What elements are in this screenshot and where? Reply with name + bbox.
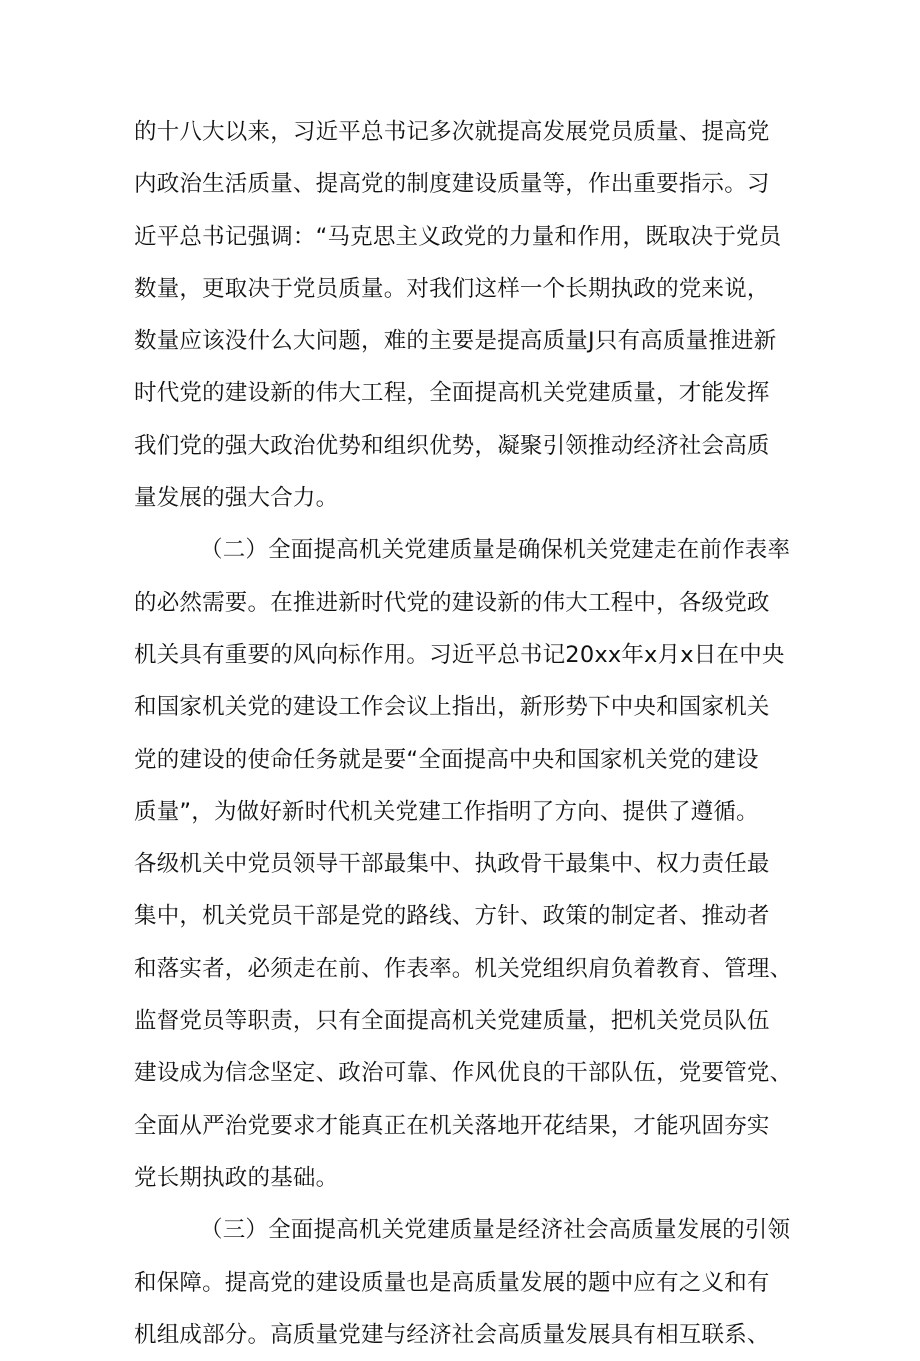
text-line: 近平总书记强调：“马克思主义政党的力量和作用，既取决于党员	[134, 223, 782, 250]
text-line: 各级机关中党员领导干部最集中、执政骨干最集中、权力责任最	[134, 851, 770, 878]
body-text	[134, 106, 794, 1361]
text-line: 时代党的建设新的伟大工程，全面提高机关党建质量，才能发挥	[134, 380, 770, 407]
text-line: 数量，更取决于党员质量。对我们这样一个长期执政的党来说，	[134, 275, 770, 302]
paragraph	[134, 524, 794, 1204]
text-line: 量发展的强大合力。	[134, 485, 339, 512]
text-line: 全面从严治党要求才能真正在机关落地开花结果，才能巩固夯实	[134, 1112, 770, 1139]
text-line: 和落实者，必须走在前、作表率。机关党组织肩负着教育、管理、	[134, 955, 793, 982]
text-line: 机关具有重要的风向标作用。习近平总书记20xx年x月x日在中央	[134, 641, 785, 668]
text-line: 和国家机关党的建设工作会议上指出，新形势下中央和国家机关	[134, 694, 770, 721]
text-line: 建设成为信念坚定、政治可靠、作风优良的干部队伍，党要管党、	[134, 1060, 793, 1087]
text-line: 集中，机关党员干部是党的路线、方针、政策的制定者、推动者	[134, 903, 770, 930]
text-line: 党的建设的使命任务就是要“全面提高中央和国家机关党的建设	[134, 746, 759, 773]
text-line: 内政治生活质量、提高党的制度建设质量等，作出重要指示。习	[134, 171, 770, 198]
text-line: 的十八大以来，习近平总书记多次就提高发展党员质量、提高党	[134, 119, 770, 145]
text-line: （二）全面提高机关党建质量是确保机关党建走在前作表率	[200, 537, 791, 564]
text-line: 数量应该没什么大问题，难的主要是提高质量J只有高质量推进新	[134, 328, 777, 355]
text-line: 党长期执政的基础。	[134, 1164, 339, 1191]
paragraph	[134, 1204, 794, 1361]
text-line: 监督党员等职责，只有全面提高机关党建质量，把机关党员队伍	[134, 1008, 770, 1035]
text-line: 质量”，为做好新时代机关党建工作指明了方向、提供了遵循。	[134, 798, 759, 825]
text-line: 机组成部分。高质量党建与经济社会高质量发展具有相互联系、	[134, 1321, 770, 1348]
text-line: 和保障。提高党的建设质量也是高质量发展的题中应有之义和有	[134, 1269, 770, 1296]
text-line: （三）全面提高机关党建质量是经济社会高质量发展的引领	[200, 1217, 791, 1244]
text-line: 的必然需要。在推进新时代党的建设新的伟大工程中，各级党政	[134, 589, 770, 616]
text-line: 我们党的强大政治优势和组织优势，凝聚引领推动经济社会高质	[134, 432, 770, 459]
paragraph	[134, 106, 794, 524]
